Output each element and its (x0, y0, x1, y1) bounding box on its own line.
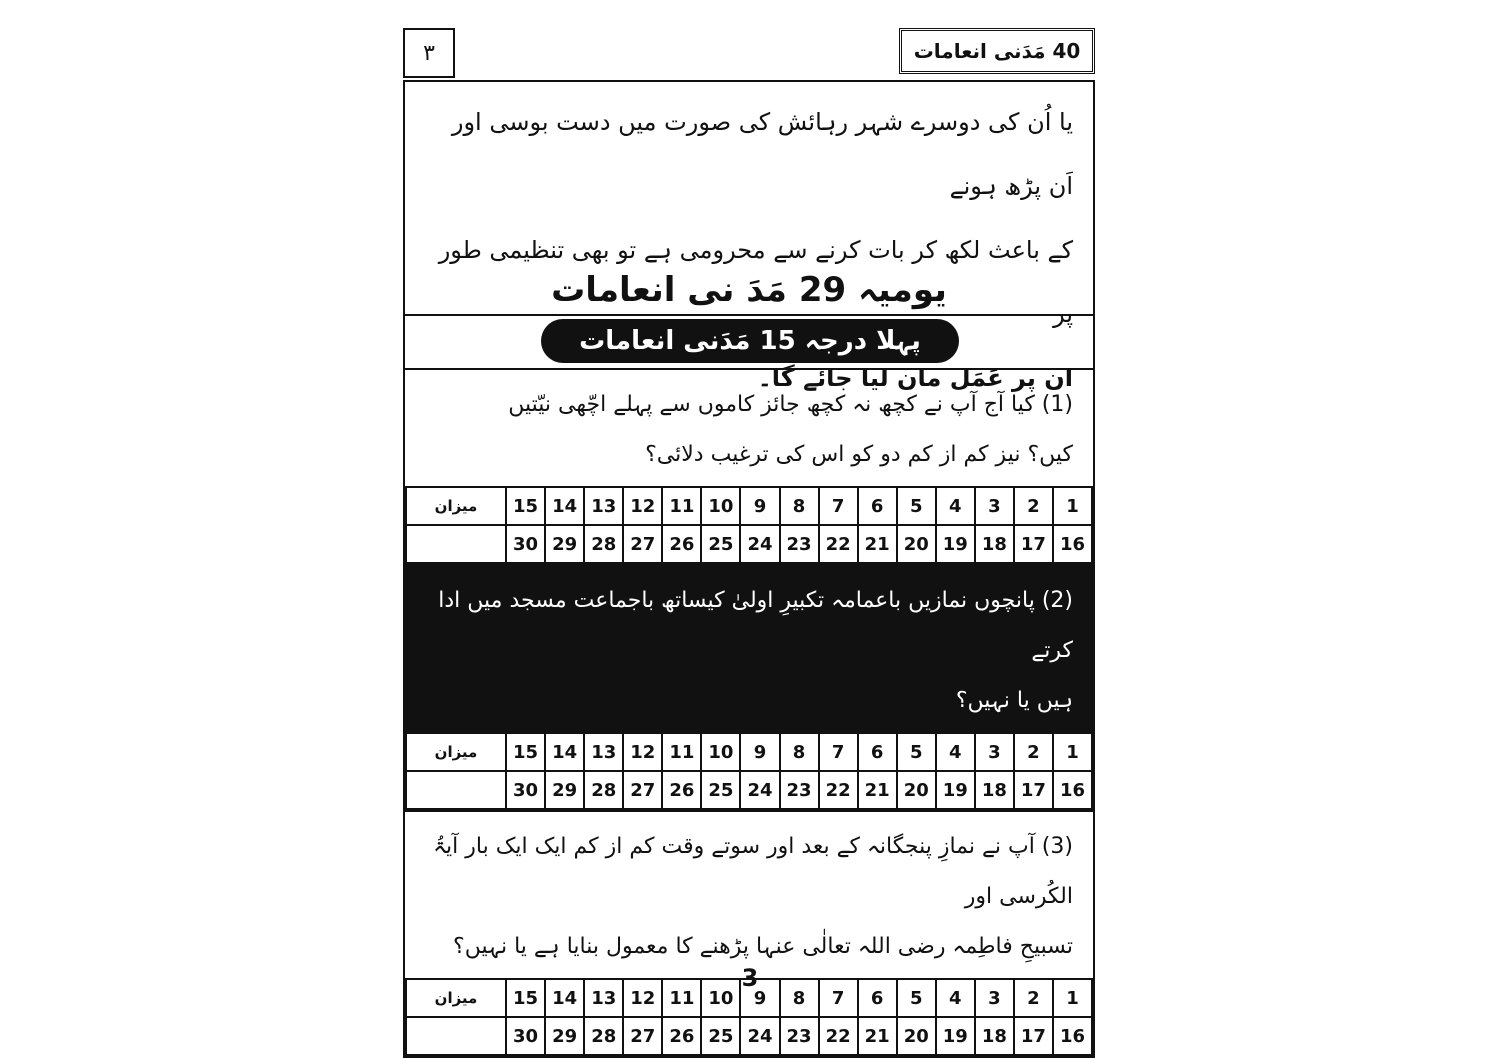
day-cell[interactable]: 12 (623, 733, 662, 771)
day-cell[interactable]: 2 (1014, 979, 1053, 1017)
day-cell[interactable]: 27 (623, 771, 662, 809)
day-cell[interactable]: 4 (936, 733, 975, 771)
day-cell[interactable]: 1 (1053, 733, 1092, 771)
day-cell[interactable]: 4 (936, 487, 975, 525)
day-cell[interactable]: 29 (545, 1017, 584, 1055)
day-cell[interactable]: 26 (662, 1017, 701, 1055)
day-cell[interactable]: 27 (623, 1017, 662, 1055)
day-cell[interactable]: 17 (1014, 771, 1053, 809)
page (403, 28, 1095, 1058)
day-cell[interactable]: 10 (701, 979, 740, 1017)
day-cell[interactable]: 13 (584, 487, 623, 525)
day-cell[interactable]: 3 (975, 979, 1014, 1017)
day-cell[interactable]: 18 (975, 525, 1014, 563)
day-cell[interactable]: 23 (780, 1017, 819, 1055)
day-cell[interactable]: 27 (623, 525, 662, 563)
day-cell[interactable]: 22 (819, 525, 858, 563)
total-label: میزان (406, 487, 506, 525)
intro-line-3: ان پر عَمَل مان لیا جائے گا۔ (757, 364, 1073, 392)
day-cell[interactable]: 13 (584, 979, 623, 1017)
day-cell[interactable]: 17 (1014, 1017, 1053, 1055)
day-cell[interactable]: 12 (623, 979, 662, 1017)
day-cell[interactable]: 28 (584, 1017, 623, 1055)
day-cell[interactable]: 5 (897, 487, 936, 525)
intro-line-1: یا اُن کی دوسرے شہر رہائش کی صورت میں دست بوسی اور اَن پڑھ ہونے (451, 108, 1073, 200)
day-cell[interactable]: 7 (819, 733, 858, 771)
urdu-page-number: ۳ (403, 28, 455, 78)
day-cell[interactable]: 29 (545, 771, 584, 809)
day-cell[interactable]: 18 (975, 1017, 1014, 1055)
day-cell[interactable]: 10 (701, 487, 740, 525)
daily-title: یومیہ 29 مَدَ نی انعامات (551, 270, 947, 310)
day-cell[interactable]: 1 (1053, 487, 1092, 525)
footer-page-number: 3 (741, 964, 759, 992)
day-cell[interactable]: 7 (819, 487, 858, 525)
day-cell[interactable]: 19 (936, 771, 975, 809)
question-3-line-2: تسبیحِ فاطِمہ رضی اللہ تعالٰی عنہا پڑھنے کا معمول بنایا ہے یا نہیں؟ (453, 934, 1073, 959)
day-cell[interactable]: 28 (584, 771, 623, 809)
question-2 (405, 564, 1093, 732)
day-cell[interactable]: 25 (701, 525, 740, 563)
content-frame (403, 80, 1095, 1058)
day-cell[interactable]: 4 (936, 979, 975, 1017)
day-cell[interactable]: 16 (1053, 525, 1092, 563)
day-cell[interactable]: 3 (975, 487, 1014, 525)
day-cell[interactable]: 24 (740, 525, 779, 563)
question-3 (405, 810, 1093, 978)
day-cell[interactable]: 8 (780, 979, 819, 1017)
day-cell[interactable]: 2 (1014, 487, 1053, 525)
day-cell[interactable]: 11 (662, 733, 701, 771)
section-pill: پہلا درجہ 15 مَدَنی انعامات (541, 319, 959, 363)
day-cell[interactable]: 6 (858, 733, 897, 771)
day-cell[interactable]: 14 (545, 487, 584, 525)
day-cell[interactable]: 23 (780, 771, 819, 809)
day-cell[interactable]: 9 (740, 733, 779, 771)
question-1-line-2: کیں؟ نیز کم از کم دو کو اس کی ترغیب دلائی؟ (645, 442, 1073, 467)
day-cell[interactable]: 22 (819, 771, 858, 809)
day-cell[interactable]: 24 (740, 771, 779, 809)
book-title: 40 مَدَنی انعامات (899, 28, 1095, 74)
day-cell[interactable]: 17 (1014, 525, 1053, 563)
day-cell[interactable]: 3 (975, 733, 1014, 771)
grid-row-1 (406, 487, 1092, 525)
day-cell[interactable]: 20 (897, 525, 936, 563)
total-cell[interactable] (406, 1017, 506, 1055)
day-cell[interactable]: 8 (780, 733, 819, 771)
total-label: میزان (406, 979, 506, 1017)
day-cell[interactable]: 30 (506, 771, 545, 809)
day-cell[interactable]: 13 (584, 733, 623, 771)
day-cell[interactable]: 16 (1053, 1017, 1092, 1055)
day-cell[interactable]: 16 (1053, 771, 1092, 809)
day-cell[interactable]: 5 (897, 979, 936, 1017)
tracking-grid-1 (405, 486, 1093, 564)
page-header (403, 28, 1095, 78)
day-cell[interactable]: 2 (1014, 733, 1053, 771)
day-cell[interactable]: 21 (858, 1017, 897, 1055)
day-cell[interactable]: 6 (858, 487, 897, 525)
day-cell[interactable]: 8 (780, 487, 819, 525)
day-cell[interactable]: 25 (701, 771, 740, 809)
day-cell[interactable]: 11 (662, 487, 701, 525)
day-cell[interactable]: 26 (662, 771, 701, 809)
day-cell[interactable]: 15 (506, 979, 545, 1017)
day-cell[interactable]: 21 (858, 771, 897, 809)
grid-row-2 (406, 771, 1092, 809)
day-cell[interactable]: 14 (545, 979, 584, 1017)
day-cell[interactable]: 19 (936, 1017, 975, 1055)
day-cell[interactable]: 25 (701, 1017, 740, 1055)
day-cell[interactable]: 19 (936, 525, 975, 563)
day-cell[interactable]: 29 (545, 525, 584, 563)
day-cell[interactable]: 1 (1053, 979, 1092, 1017)
question-2-line-2: ہیں یا نہیں؟ (955, 688, 1073, 713)
intro-line-2: کے باعث لکھ کر بات کرنے سے محرومی ہے تو بھی تنظیمی طور پر (438, 236, 1073, 328)
total-cell[interactable] (406, 525, 506, 563)
day-cell[interactable]: 20 (897, 771, 936, 809)
day-cell[interactable]: 30 (506, 525, 545, 563)
day-cell[interactable]: 23 (780, 525, 819, 563)
day-cell[interactable]: 15 (506, 487, 545, 525)
day-cell[interactable]: 6 (858, 979, 897, 1017)
day-cell[interactable]: 24 (740, 1017, 779, 1055)
day-cell[interactable]: 30 (506, 1017, 545, 1055)
grid-row-2 (406, 525, 1092, 563)
day-cell[interactable]: 9 (740, 979, 779, 1017)
day-cell[interactable]: 5 (897, 733, 936, 771)
day-cell[interactable]: 18 (975, 771, 1014, 809)
day-cell[interactable]: 14 (545, 733, 584, 771)
tracking-grid-2 (405, 732, 1093, 810)
day-cell[interactable]: 20 (897, 1017, 936, 1055)
day-cell[interactable]: 10 (701, 733, 740, 771)
section-band (405, 314, 1093, 368)
day-cell[interactable]: 12 (623, 487, 662, 525)
grid-row-2 (406, 1017, 1092, 1055)
total-cell[interactable] (406, 771, 506, 809)
day-cell[interactable]: 28 (584, 525, 623, 563)
total-label: میزان (406, 733, 506, 771)
day-cell[interactable]: 15 (506, 733, 545, 771)
question-2-line-1: (2) پانچوں نمازیں باعمامہ تکبیرِ اولیٰ کیساتھ باجماعت مسجد میں ادا کرتے (438, 588, 1073, 663)
day-cell[interactable]: 21 (858, 525, 897, 563)
day-cell[interactable]: 11 (662, 979, 701, 1017)
question-3-line-1: (3) آپ نے نمازِ پنجگانہ کے بعد اور سوتے وقت کم از کم ایک ایک بار آیۃُ الکُرسی اور (433, 834, 1073, 909)
day-cell[interactable]: 26 (662, 525, 701, 563)
day-cell[interactable]: 22 (819, 1017, 858, 1055)
question-1-line-1: (1) کیا آج آپ نے کچھ نہ کچھ جائز کاموں سے پہلے اچّھی نیّتیں (508, 392, 1073, 417)
grid-row-1 (406, 733, 1092, 771)
day-cell[interactable]: 7 (819, 979, 858, 1017)
day-cell[interactable]: 9 (740, 487, 779, 525)
